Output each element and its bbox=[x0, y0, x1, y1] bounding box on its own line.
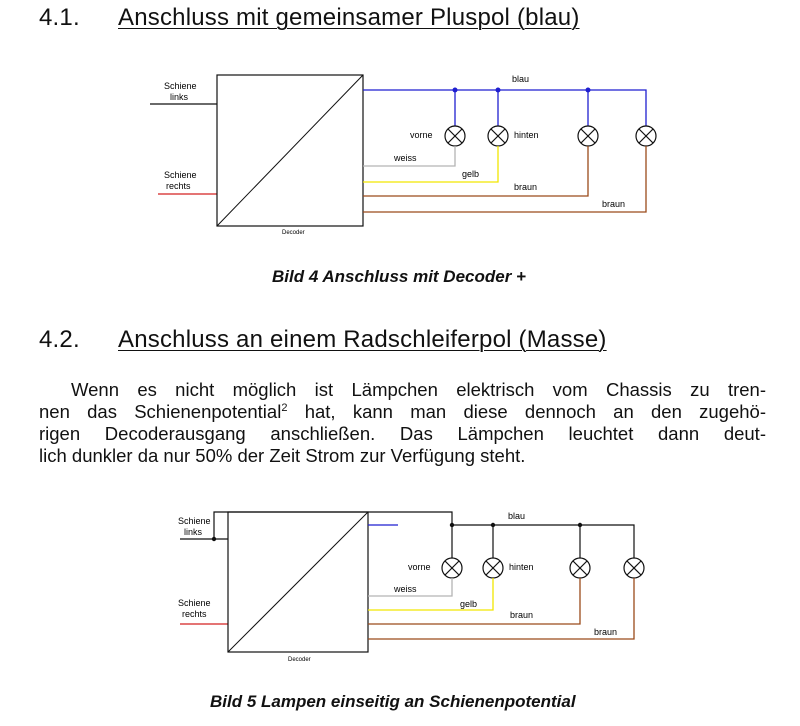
rail-common-wire bbox=[214, 512, 634, 558]
rail-right-label-2: rechts bbox=[166, 181, 191, 191]
junction-dot bbox=[586, 88, 591, 93]
section-heading-4-1 bbox=[39, 4, 739, 36]
rear-label: hinten bbox=[509, 562, 534, 572]
decoder-label: Decoder bbox=[288, 657, 311, 663]
wiring-diagram-rail-potential bbox=[160, 504, 680, 669]
front-label: vorne bbox=[408, 562, 431, 572]
junction-dot bbox=[453, 88, 458, 93]
paragraph-text: nen das Schienenpotential bbox=[39, 401, 282, 422]
lamp-rear bbox=[483, 558, 503, 578]
brown-label-2: braun bbox=[594, 627, 618, 637]
decoder-diagonal bbox=[228, 512, 368, 652]
paragraph-line: rigen Decoderausgang anschließen. Das Lämpchen leuchtet dann deut- bbox=[39, 423, 766, 444]
junction-dot bbox=[496, 88, 501, 93]
figure-caption-1: Bild 4 Anschluss mit Decoder + bbox=[272, 267, 526, 286]
junction-dot bbox=[491, 523, 495, 527]
yellow-label: gelb bbox=[462, 169, 480, 179]
paragraph-text: hat, kann man diese dennoch an den zugehö- bbox=[287, 401, 767, 422]
footnote-reference: 2 bbox=[281, 402, 288, 414]
section-number: 4.2. bbox=[39, 326, 80, 353]
lamp-3 bbox=[570, 558, 590, 578]
rail-right-label-1: Schiene bbox=[178, 598, 211, 608]
rail-left-label-2: links bbox=[170, 92, 189, 102]
lamp-3 bbox=[578, 126, 598, 146]
section-number: 4.1. bbox=[39, 4, 80, 31]
white-label: weiss bbox=[394, 153, 417, 163]
paragraph-line bbox=[39, 401, 766, 423]
brown-label-1: braun bbox=[510, 610, 534, 620]
blue-wire bbox=[363, 90, 646, 126]
yellow-label: gelb bbox=[460, 599, 478, 609]
body-paragraph bbox=[39, 379, 766, 467]
rail-right-label-1: Schiene bbox=[164, 170, 197, 180]
white-label: weiss bbox=[394, 584, 417, 594]
rear-label: hinten bbox=[514, 130, 539, 140]
brown-label-2: braun bbox=[602, 199, 626, 209]
lamp-front bbox=[442, 558, 462, 578]
junction-dot bbox=[578, 523, 582, 527]
lamp-rear bbox=[488, 126, 508, 146]
decoder-label: Decoder bbox=[282, 230, 305, 236]
rail-left-label-1: Schiene bbox=[178, 516, 211, 526]
paragraph-line: lich dunkler da nur 50% der Zeit Strom zur Verfügung steht. bbox=[39, 445, 526, 466]
rail-left-label-2: links bbox=[184, 527, 203, 537]
decoder-diagonal bbox=[217, 75, 363, 226]
rail-right-label-2: rechts bbox=[182, 609, 207, 619]
paragraph-line: Wenn es nicht möglich ist Lämpchen elektrisch vom Chassis zu tren- bbox=[71, 379, 766, 400]
junction-dot bbox=[450, 523, 454, 527]
lamp-front bbox=[445, 126, 465, 146]
section-title: Anschluss an einem Radschleiferpol (Masse) bbox=[118, 326, 607, 353]
front-label: vorne bbox=[410, 130, 433, 140]
wiring-diagram-decoder-plus bbox=[150, 66, 670, 246]
section-heading-4-2 bbox=[39, 326, 739, 358]
blue-label: blau bbox=[508, 511, 526, 521]
lamp-4 bbox=[624, 558, 644, 578]
rail-left-label-1: Schiene bbox=[164, 81, 197, 91]
lamp-4 bbox=[636, 126, 656, 146]
section-title: Anschluss mit gemeinsamer Pluspol (blau) bbox=[118, 4, 580, 31]
blue-label: blau bbox=[512, 74, 530, 84]
brown-label-1: braun bbox=[514, 182, 538, 192]
figure-caption-2: Bild 5 Lampen einseitig an Schienenpotential bbox=[210, 692, 576, 711]
